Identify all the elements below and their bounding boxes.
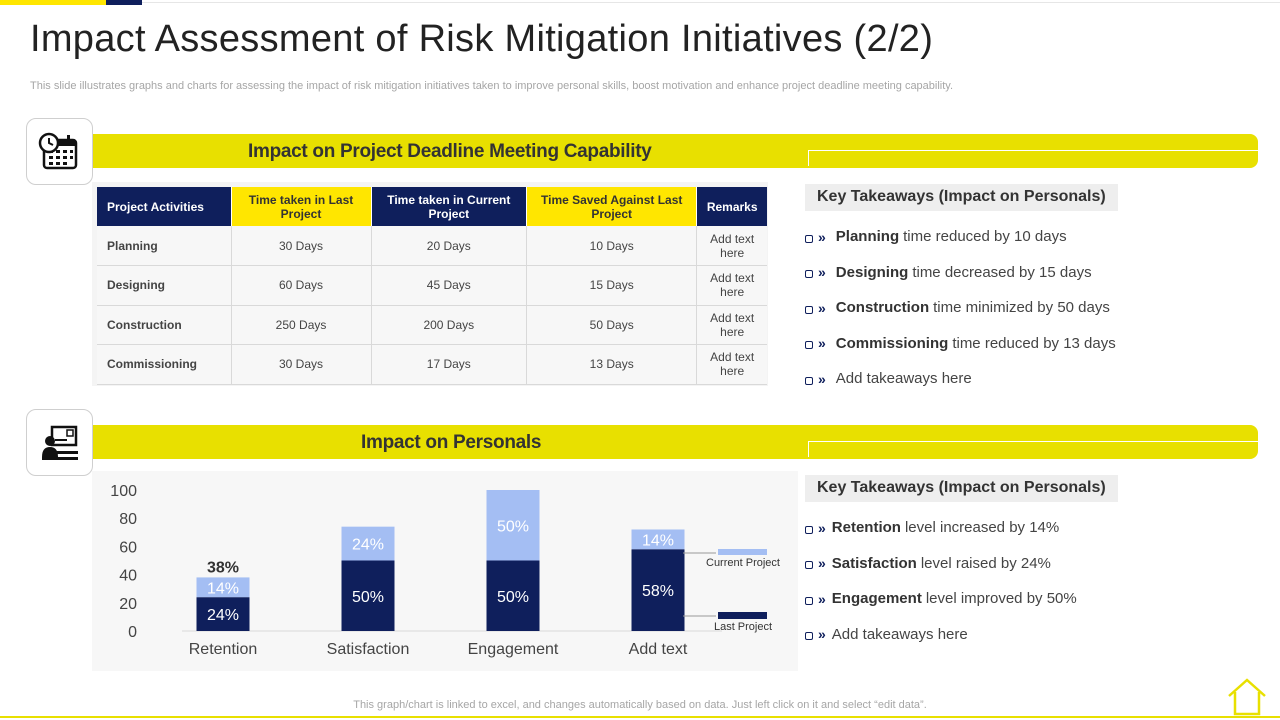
takeaway-text: level increased by 14% <box>904 519 1060 537</box>
list-item <box>805 510 1145 546</box>
table-cell: 13 Days <box>527 345 697 385</box>
band-frame-line <box>808 150 1258 166</box>
y-tick-label: 40 <box>119 567 137 585</box>
y-tick-label: 0 <box>128 624 137 641</box>
table-cell: 30 Days <box>231 345 371 385</box>
takeaways-list <box>805 219 1145 397</box>
square-bullet-icon <box>805 270 813 278</box>
person-at-desk-icon <box>26 409 93 476</box>
table-row <box>97 305 767 345</box>
list-item <box>805 361 1145 397</box>
takeaways-heading: Key Takeaways (Impact on Personals) <box>805 184 1118 211</box>
data-label: 14% <box>641 532 675 550</box>
x-tick-label: Retention <box>188 641 258 658</box>
legend-label-current-project: Current Project <box>706 557 780 569</box>
takeaway-keyword: Satisfaction <box>831 554 917 572</box>
header-project-activities: Project Activities <box>97 187 231 226</box>
square-bullet-icon <box>805 526 813 534</box>
table-row <box>97 266 767 306</box>
table-cell: Designing <box>97 266 231 306</box>
takeaway-keyword: Commissioning <box>835 334 949 352</box>
table-cell: 200 Days <box>371 305 527 345</box>
takeaway-keyword: Designing <box>835 263 909 281</box>
double-chevron-icon: » <box>818 519 826 536</box>
legend-swatch-current-project <box>718 549 767 555</box>
takeaway-keyword: Construction <box>835 299 930 317</box>
table-cell: 50 Days <box>527 305 697 345</box>
data-label: 50% <box>351 588 385 606</box>
takeaways-heading: Key Takeaways (Impact on Personals) <box>805 475 1118 502</box>
data-label: 24% <box>206 607 240 625</box>
total-label: 38% <box>206 559 240 577</box>
double-chevron-icon: » <box>818 335 826 352</box>
section1-band <box>88 134 1258 168</box>
takeaway-text: time minimized by 50 days <box>933 299 1110 317</box>
data-label: 24% <box>351 536 385 554</box>
square-bullet-icon <box>805 632 813 640</box>
takeaway-text: level improved by 50% <box>925 590 1077 608</box>
y-tick-label: 100 <box>110 483 137 500</box>
table-cell: Commissioning <box>97 345 231 385</box>
takeaway-text: level raised by 24% <box>920 554 1051 572</box>
list-item <box>805 581 1145 617</box>
table-cell: 30 Days <box>231 226 371 266</box>
table-row <box>97 345 767 385</box>
table-cell: 17 Days <box>371 345 527 385</box>
header-current-project: Time taken in Current Project <box>371 187 527 226</box>
table-cell: Add text here <box>697 226 767 266</box>
square-bullet-icon <box>805 341 813 349</box>
takeaway-text: time reduced by 10 days <box>903 228 1067 246</box>
page-subtitle: This slide illustrates graphs and charts for assessing the impact of risk mitigation initiatives taken to improve personal skills, boost motivation and enhance project deadline meeting capability. <box>30 80 954 92</box>
section2-takeaways <box>805 475 1145 652</box>
takeaway-text: Add takeaways here <box>835 370 972 388</box>
y-tick-label: 20 <box>119 595 137 613</box>
double-chevron-icon: » <box>818 370 826 387</box>
square-bullet-icon <box>805 306 813 314</box>
activities-table-panel <box>92 182 768 386</box>
table-row <box>97 226 767 266</box>
list-item <box>805 290 1145 326</box>
y-tick-label: 60 <box>119 539 137 557</box>
x-tick-label: Add text <box>628 641 688 658</box>
list-item <box>805 219 1145 255</box>
x-tick-label: Satisfaction <box>326 641 410 658</box>
table-cell: 60 Days <box>231 266 371 306</box>
double-chevron-icon: » <box>818 228 826 245</box>
square-bullet-icon <box>805 235 813 243</box>
table-header-row <box>97 187 767 226</box>
home-icon[interactable] <box>1226 676 1268 716</box>
takeaway-text: time reduced by 13 days <box>952 334 1116 352</box>
header-last-project: Time taken in Last Project <box>231 187 371 226</box>
table-cell: Planning <box>97 226 231 266</box>
footer-divider <box>0 716 1280 718</box>
takeaway-keyword: Retention <box>831 519 901 537</box>
y-tick-label: 80 <box>119 511 137 529</box>
double-chevron-icon: » <box>818 299 826 316</box>
data-label: 50% <box>496 588 530 606</box>
takeaway-text: Add takeaways here <box>831 625 968 643</box>
takeaways-list <box>805 510 1145 652</box>
list-item <box>805 617 1145 653</box>
calendar-clock-icon <box>26 118 93 185</box>
top-accent-navy <box>106 0 142 5</box>
header-remarks: Remarks <box>697 187 767 226</box>
top-accent-yellow <box>0 0 106 5</box>
impact-stacked-bar-chart[interactable] <box>92 471 798 671</box>
x-tick-label: Engagement <box>467 641 559 658</box>
table-cell: Construction <box>97 305 231 345</box>
data-label: 58% <box>641 583 675 601</box>
band-frame-line <box>808 441 1258 457</box>
section1-takeaways <box>805 184 1145 397</box>
table-cell: 15 Days <box>527 266 697 306</box>
table-cell: 20 Days <box>371 226 527 266</box>
data-label: 14% <box>206 580 240 598</box>
double-chevron-icon: » <box>818 590 826 607</box>
table-cell: Add text here <box>697 266 767 306</box>
list-item <box>805 255 1145 291</box>
double-chevron-icon: » <box>818 264 826 281</box>
section2-band <box>88 425 1258 459</box>
square-bullet-icon <box>805 561 813 569</box>
table-cell: 45 Days <box>371 266 527 306</box>
double-chevron-icon: » <box>818 626 826 643</box>
legend-label-last-project: Last Project <box>713 621 773 633</box>
takeaway-keyword: Planning <box>835 228 900 246</box>
data-label: 50% <box>496 518 530 536</box>
legend-swatch-last-project <box>718 612 767 619</box>
section2-title: Impact on Personals <box>361 432 542 453</box>
table-cell: Add text here <box>697 345 767 385</box>
square-bullet-icon <box>805 377 813 385</box>
takeaway-keyword: Engagement <box>831 590 922 608</box>
list-item <box>805 326 1145 362</box>
table-cell: Add text here <box>697 305 767 345</box>
square-bullet-icon <box>805 597 813 605</box>
header-time-saved: Time Saved Against Last Project <box>527 187 697 226</box>
top-divider <box>142 2 1280 3</box>
takeaway-text: time decreased by 15 days <box>912 263 1092 281</box>
double-chevron-icon: » <box>818 555 826 572</box>
table-cell: 250 Days <box>231 305 371 345</box>
table-cell: 10 Days <box>527 226 697 266</box>
list-item <box>805 546 1145 582</box>
footer-note: This graph/chart is linked to excel, and changes automatically based on data. Just left click on it and select “edit data”. <box>353 699 927 711</box>
page-title: Impact Assessment of Risk Mitigation Initiatives (2/2) <box>30 18 934 60</box>
activities-table <box>97 187 767 385</box>
section1-title: Impact on Project Deadline Meeting Capability <box>248 141 652 162</box>
impact-chart-panel <box>92 471 798 671</box>
